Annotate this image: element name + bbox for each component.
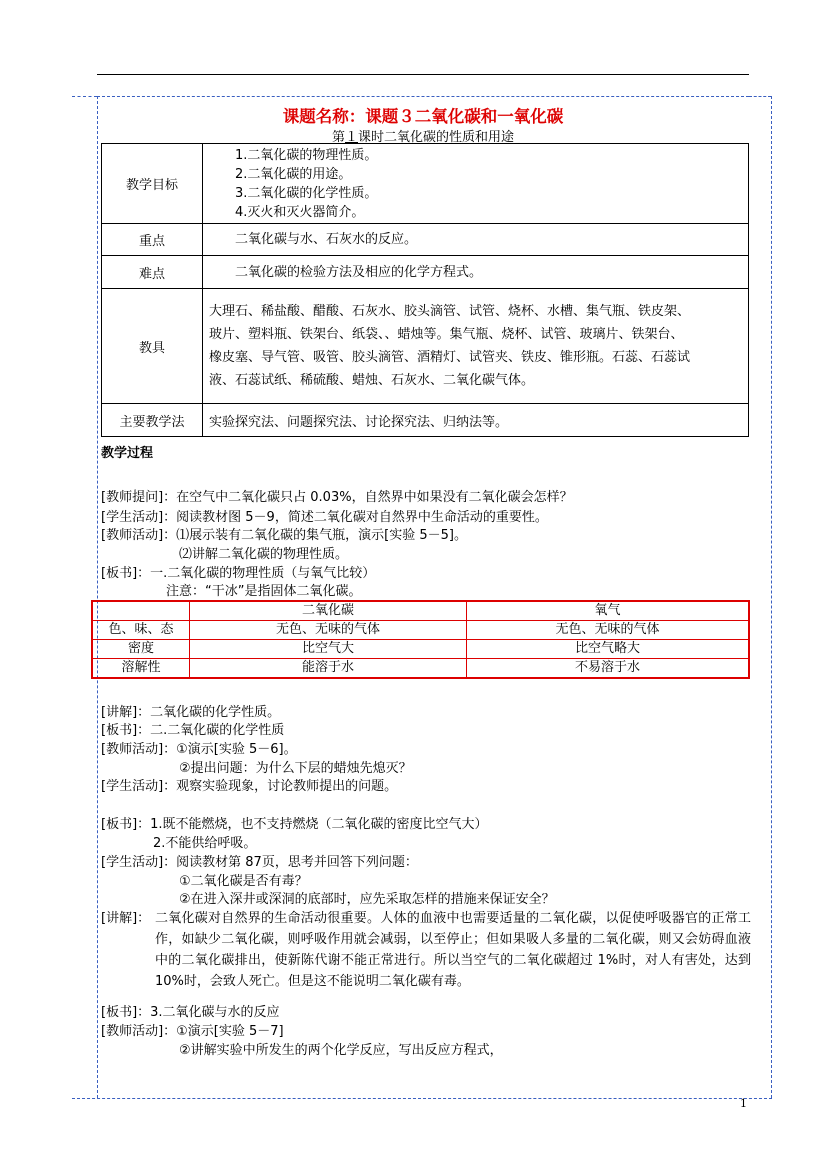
process-line: [学生活动]：阅读教材图 5－9，简述二氧化碳对自然界中生命活动的重要性。 [101,510,548,525]
table-cell: 不易溶于水 [467,659,750,679]
method-line: 实验探究法、问题探究法、讨论探究法、归纳法等。 [209,414,509,430]
table-cell: 无色、无味的气体 [467,621,750,640]
equipment-line: 橡皮塞、导气管、吸管、胶头滴管、酒精灯、试管夹、铁皮、锥形瓶。石蕊、石蕊试 [209,350,691,365]
info-label: 重点 [102,224,203,256]
table-cell: 溶解性 [92,659,190,679]
frame-border [749,96,771,97]
info-content [203,144,749,224]
process-line: 注意：“干冰”是指固体二氧化碳。 [101,584,362,599]
key-point: 二氧化碳与水、石灰水的反应。 [235,232,418,247]
goal-line: 2.二氧化碳的用途。 [235,166,352,182]
process-line: [教师提问]：在空气中二氧化碳只占 0.03%，自然界中如果没有二氧化碳会怎样？ [101,490,573,505]
process-line: [教师活动]：⑴展示装有二氧化碳的集气瓶，演示[实验 5－5]。 [101,528,467,543]
process-line: [板书]：3.二氧化碳与水的反应 [101,1005,280,1020]
process-line: [学生活动]：阅读教材第 87页，思考并回答下列问题： [101,855,418,870]
frame-border [771,96,772,1098]
process-line: [讲解]：二氧化碳的化学性质。 [101,705,281,720]
frame-border [97,96,749,97]
process-line: [板书]：一.二氧化碳的物理性质（与氧气比较） [101,566,376,581]
process-line: ②提出问题：为什么下层的蜡烛先熄灭？ [101,761,412,776]
subtitle-number: １ [344,130,358,145]
process-line: [板书]：二.二氧化碳的化学性质 [101,723,285,738]
process-line: [教师活动]：①演示[实验 5－6]。 [101,742,297,757]
process-line: 2.不能供给呼吸。 [101,836,257,851]
goal-line: 1.二氧化碳的物理性质。 [235,147,378,163]
process-line: ①二氧化碳是否有毒？ [101,874,308,889]
explain-label: [讲解]： [101,911,151,926]
frame-border [72,1098,772,1099]
info-content [203,224,749,256]
info-content [203,256,749,289]
process-line: ②讲解实验中所发生的两个化学反应，写出反应方程式， [101,1043,503,1058]
equipment-line: 液、石蕊试纸、稀硫酸、蜡烛、石灰水、二氧化碳气体。 [209,373,535,388]
frame-border [97,96,98,1098]
info-content [203,404,749,437]
process-line: ②在进入深井或深洞的底部时，应先采取怎样的措施来保证安全？ [101,892,555,907]
table-cell: 比空气大 [190,640,467,659]
goal-line: 4.灭火和灭火器简介。 [235,204,365,220]
process-line: [板书]：1.既不能燃烧，也不支持燃烧（二氧化碳的密度比空气大） [101,817,488,832]
explain-text: 二氧化碳对自然界的生命活动很重要。人体的血液中也需要适量的二氧化碳，以促使呼吸器官的正常工作，如缺少二氧化碳，则呼吸作用就会减弱，以至停止；但如果吸人多量的二氧化碳，则又会妨碍血液中的二氧化碳排出，使新陈代谢不能正常进行。所以当空气的二氧化碳超过 1%时，对人有害处，达到 10%时，会致人死亡。但是这不能说明二氧化碳有毒。 [155,911,751,989]
table-cell: 色、味、态 [92,621,190,640]
subtitle-prefix: 第 [331,130,345,145]
difficulty: 二氧化碳的检验方法及相应的化学方程式。 [235,264,483,280]
table-cell: 密度 [92,640,190,659]
equipment-line: 玻片、塑料瓶、铁架台、纸袋、、蜡烛等。集气瓶、烧杯、试管、玻璃片、铁架台、 [209,327,684,342]
table-cell: 能溶于水 [190,659,467,679]
table-header: 氧气 [467,601,750,621]
table-header: 二氧化碳 [190,601,467,621]
header-rule [97,74,749,75]
frame-border [72,96,97,97]
table-header [92,601,190,621]
lesson-info-table [101,143,749,437]
table-cell: 比空气略大 [467,640,750,659]
process-line: [学生活动]：观察实验现象，讨论教师提出的问题。 [101,779,398,794]
section-title: 教学过程 [101,446,154,461]
info-content [203,289,749,404]
info-label: 难点 [102,256,203,289]
comparison-table [91,600,750,679]
process-line: ⑵讲解二氧化碳的物理性质。 [101,547,349,562]
lesson-title: 课题名称：课题３二氧化碳和一氧化碳 [282,107,564,126]
info-label: 教学目标 [102,144,203,224]
goal-line: 3.二氧化碳的化学性质。 [235,185,378,201]
equipment-line: 大理石、稀盐酸、醋酸、石灰水、胶头滴管、试管、烧杯、水槽、集气瓶、铁皮架、 [209,304,691,319]
info-label: 教具 [102,289,203,404]
explanation-paragraph [101,908,751,992]
info-label: 主要教学法 [102,404,203,437]
table-cell: 无色、无味的气体 [190,621,467,640]
page-number: 1 [740,1097,747,1110]
subtitle-text: 课时二氧化碳的性质和用途 [358,130,515,145]
process-line: [教师活动]：①演示[实验 5－7] [101,1024,284,1039]
